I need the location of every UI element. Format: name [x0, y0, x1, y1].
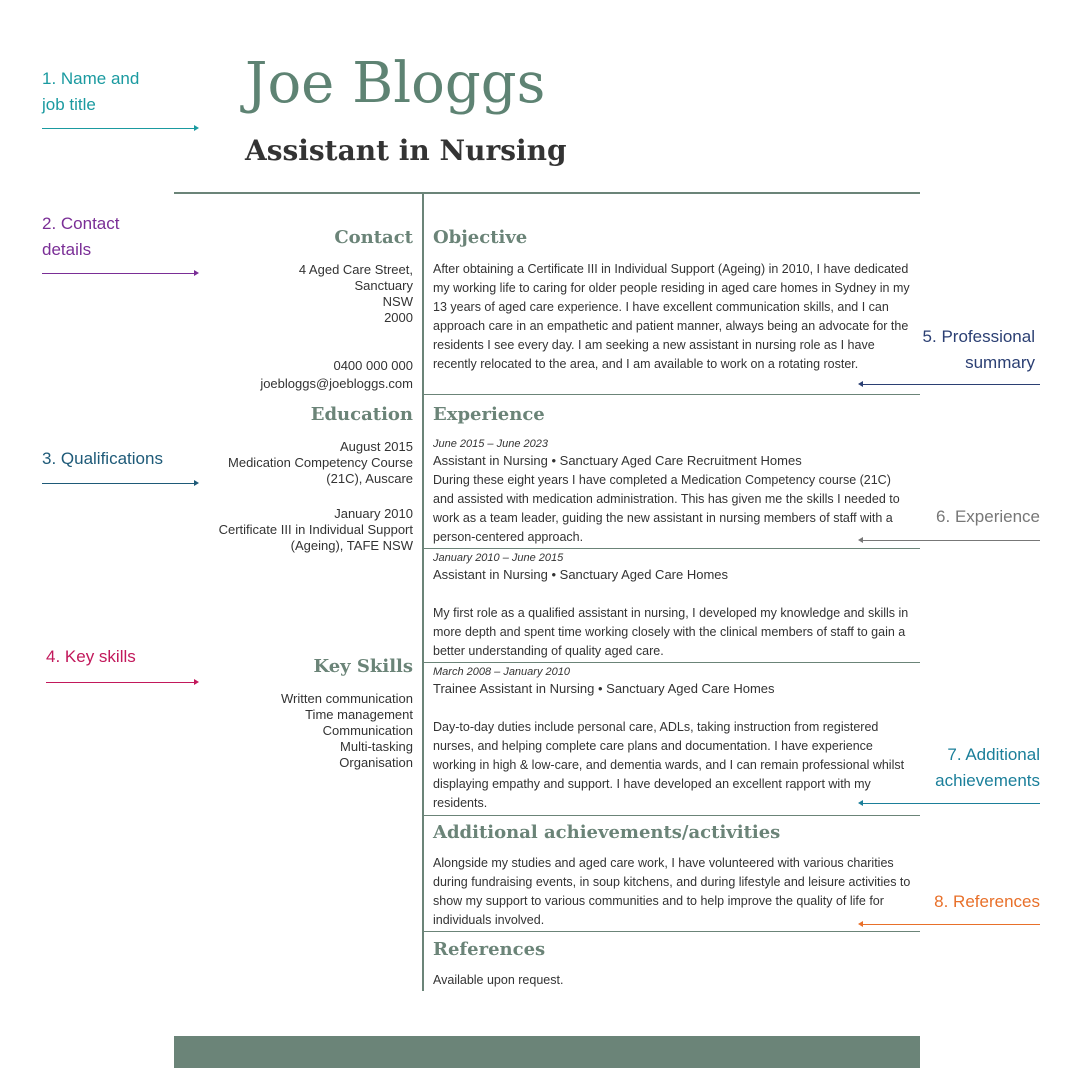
- arrow-line: [863, 803, 1040, 804]
- annotation-line: job title: [42, 95, 96, 114]
- address-line: Sanctuary: [354, 278, 413, 293]
- skill-item: Organisation: [339, 755, 413, 770]
- arrow-head-icon: [858, 921, 863, 927]
- annotation-line: details: [42, 240, 92, 259]
- skill-item: Time management: [305, 707, 413, 722]
- skill-item: Multi-tasking: [340, 739, 413, 754]
- arrow-head-icon: [858, 800, 863, 806]
- arrow-head-icon: [858, 537, 863, 543]
- arrow-line: [42, 128, 194, 129]
- job-description: Day-to-day duties include personal care, ADLs, taking instruction from registered nurses, and helping complete care plans and documentation. I have experience working in high & low-care, and dementia wards, and I can remain professional whilst displaying empathy and support. I have developed an excellent rapport with my residents.: [433, 720, 905, 810]
- job-role: Trainee Assistant in Nursing • Sanctuary Aged Care Homes: [433, 681, 775, 696]
- objective-text: After obtaining a Certificate III in Individual Support (Ageing) in 2010, I have dedicated my working life to caring for older people residing in aged care homes in Sydney in my 13 years of aged care experience. I have excellent communication skills, and I can approach care in an empathetic and patient manner, always being an advocate for the residents I see every day. I am seeking a new assistant in nursing role as I have recently relocated to the area, and I am available to work on a rotating roster.: [433, 262, 910, 371]
- header-divider: [174, 192, 920, 194]
- annotation-skills: [46, 644, 136, 670]
- arrow-line: [863, 384, 1040, 385]
- annotation-line: summary: [965, 353, 1035, 372]
- job-dates: March 2008 – January 2010: [433, 666, 570, 678]
- achievements-text: Alongside my studies and aged care work, I have volunteered with various charities during fundraising events, in soup kitchens, and during lifestyle and leisure activities to show my support to various communities and to help improve the quality of life for individuals involved.: [433, 856, 911, 927]
- contact-phone: 0400 000 000: [333, 358, 413, 373]
- arrow-line: [42, 273, 194, 274]
- contact-address: [299, 262, 413, 326]
- annotation-line: 7. Additional: [947, 745, 1040, 764]
- education-item: [228, 439, 413, 487]
- arrow-line: [46, 682, 194, 683]
- footer-bar: [174, 1036, 920, 1068]
- achievements-heading: Additional achievements/activities: [433, 822, 781, 843]
- annotation-name: [42, 66, 139, 118]
- arrow-head-icon: [194, 679, 199, 685]
- references-heading: References: [433, 939, 546, 960]
- annotation-achievements: [935, 742, 1040, 794]
- address-line: 4 Aged Care Street,: [298, 262, 413, 277]
- skills-heading: Key Skills: [313, 656, 413, 677]
- section-divider: [423, 931, 920, 932]
- annotation-line: 5. Professional: [922, 327, 1035, 346]
- annotation-references: [934, 889, 1040, 915]
- arrow-head-icon: [194, 270, 199, 276]
- annotation-line: achievements: [935, 771, 1040, 790]
- annotation-summary: [923, 324, 1035, 376]
- job-title: Assistant in Nursing: [245, 134, 567, 167]
- contact-heading: Contact: [334, 227, 413, 248]
- education-heading: Education: [310, 404, 413, 425]
- job-description: My first role as a qualified assistant in nursing, I developed my knowledge and skills in more depth and spent time working closely with the clinical members of staff to gain a better understanding of quality aged care.: [433, 606, 909, 658]
- annotation-line: 6. Experience: [936, 507, 1040, 526]
- contact-email: joebloggs@joebloggs.com: [260, 376, 413, 391]
- address-line: NSW: [382, 294, 413, 309]
- annotation-line: 1. Name and: [42, 69, 140, 88]
- annotation-line: 4. Key skills: [46, 647, 136, 666]
- arrow-head-icon: [858, 381, 863, 387]
- address-line: 2000: [384, 310, 413, 325]
- experience-heading: Experience: [433, 404, 545, 425]
- job-dates: January 2010 – June 2015: [433, 552, 564, 564]
- arrow-line: [42, 483, 194, 484]
- education-line: Medication Competency Course: [228, 455, 413, 470]
- job-divider: [423, 548, 920, 549]
- annotation-qualifications: [42, 446, 163, 472]
- annotation-line: 2. Contact: [42, 214, 120, 233]
- references-text: Available upon request.: [433, 973, 564, 987]
- arrow-head-icon: [194, 125, 199, 131]
- annotation-line: 3. Qualifications: [42, 449, 163, 468]
- job-role: Assistant in Nursing • Sanctuary Aged Care Homes: [433, 567, 729, 582]
- education-line: (Ageing), TAFE NSW: [290, 538, 413, 553]
- job-divider: [423, 662, 920, 663]
- annotation-experience: [936, 504, 1040, 530]
- education-line: (21C), Auscare: [326, 471, 413, 486]
- skill-item: Communication: [322, 723, 413, 738]
- education-item: [219, 506, 413, 554]
- education-line: August 2015: [339, 439, 413, 454]
- arrow-head-icon: [194, 480, 199, 486]
- skills-list: [281, 691, 413, 771]
- job-role: Assistant in Nursing • Sanctuary Aged Care Recruitment Homes: [433, 453, 802, 468]
- job-dates: June 2015 – June 2023: [433, 438, 548, 450]
- section-divider: [423, 394, 920, 395]
- column-divider: [422, 193, 424, 991]
- section-divider: [423, 815, 920, 816]
- education-line: January 2010: [334, 506, 413, 521]
- annotation-line: 8. References: [934, 892, 1040, 911]
- skill-item: Written communication: [281, 691, 413, 706]
- objective-heading: Objective: [433, 227, 528, 248]
- annotation-contact: [42, 211, 120, 263]
- education-line: Certificate III in Individual Support: [218, 522, 413, 537]
- arrow-line: [863, 924, 1040, 925]
- arrow-line: [863, 540, 1040, 541]
- candidate-name: Joe Bloggs: [245, 51, 546, 116]
- job-description: During these eight years I have completed a Medication Competency course (21C) and assisted with medication administration. This has given me the skills I needed to work as a team leader, guiding the new assistant in nursing members of staff with a person-centered approach.: [433, 473, 900, 544]
